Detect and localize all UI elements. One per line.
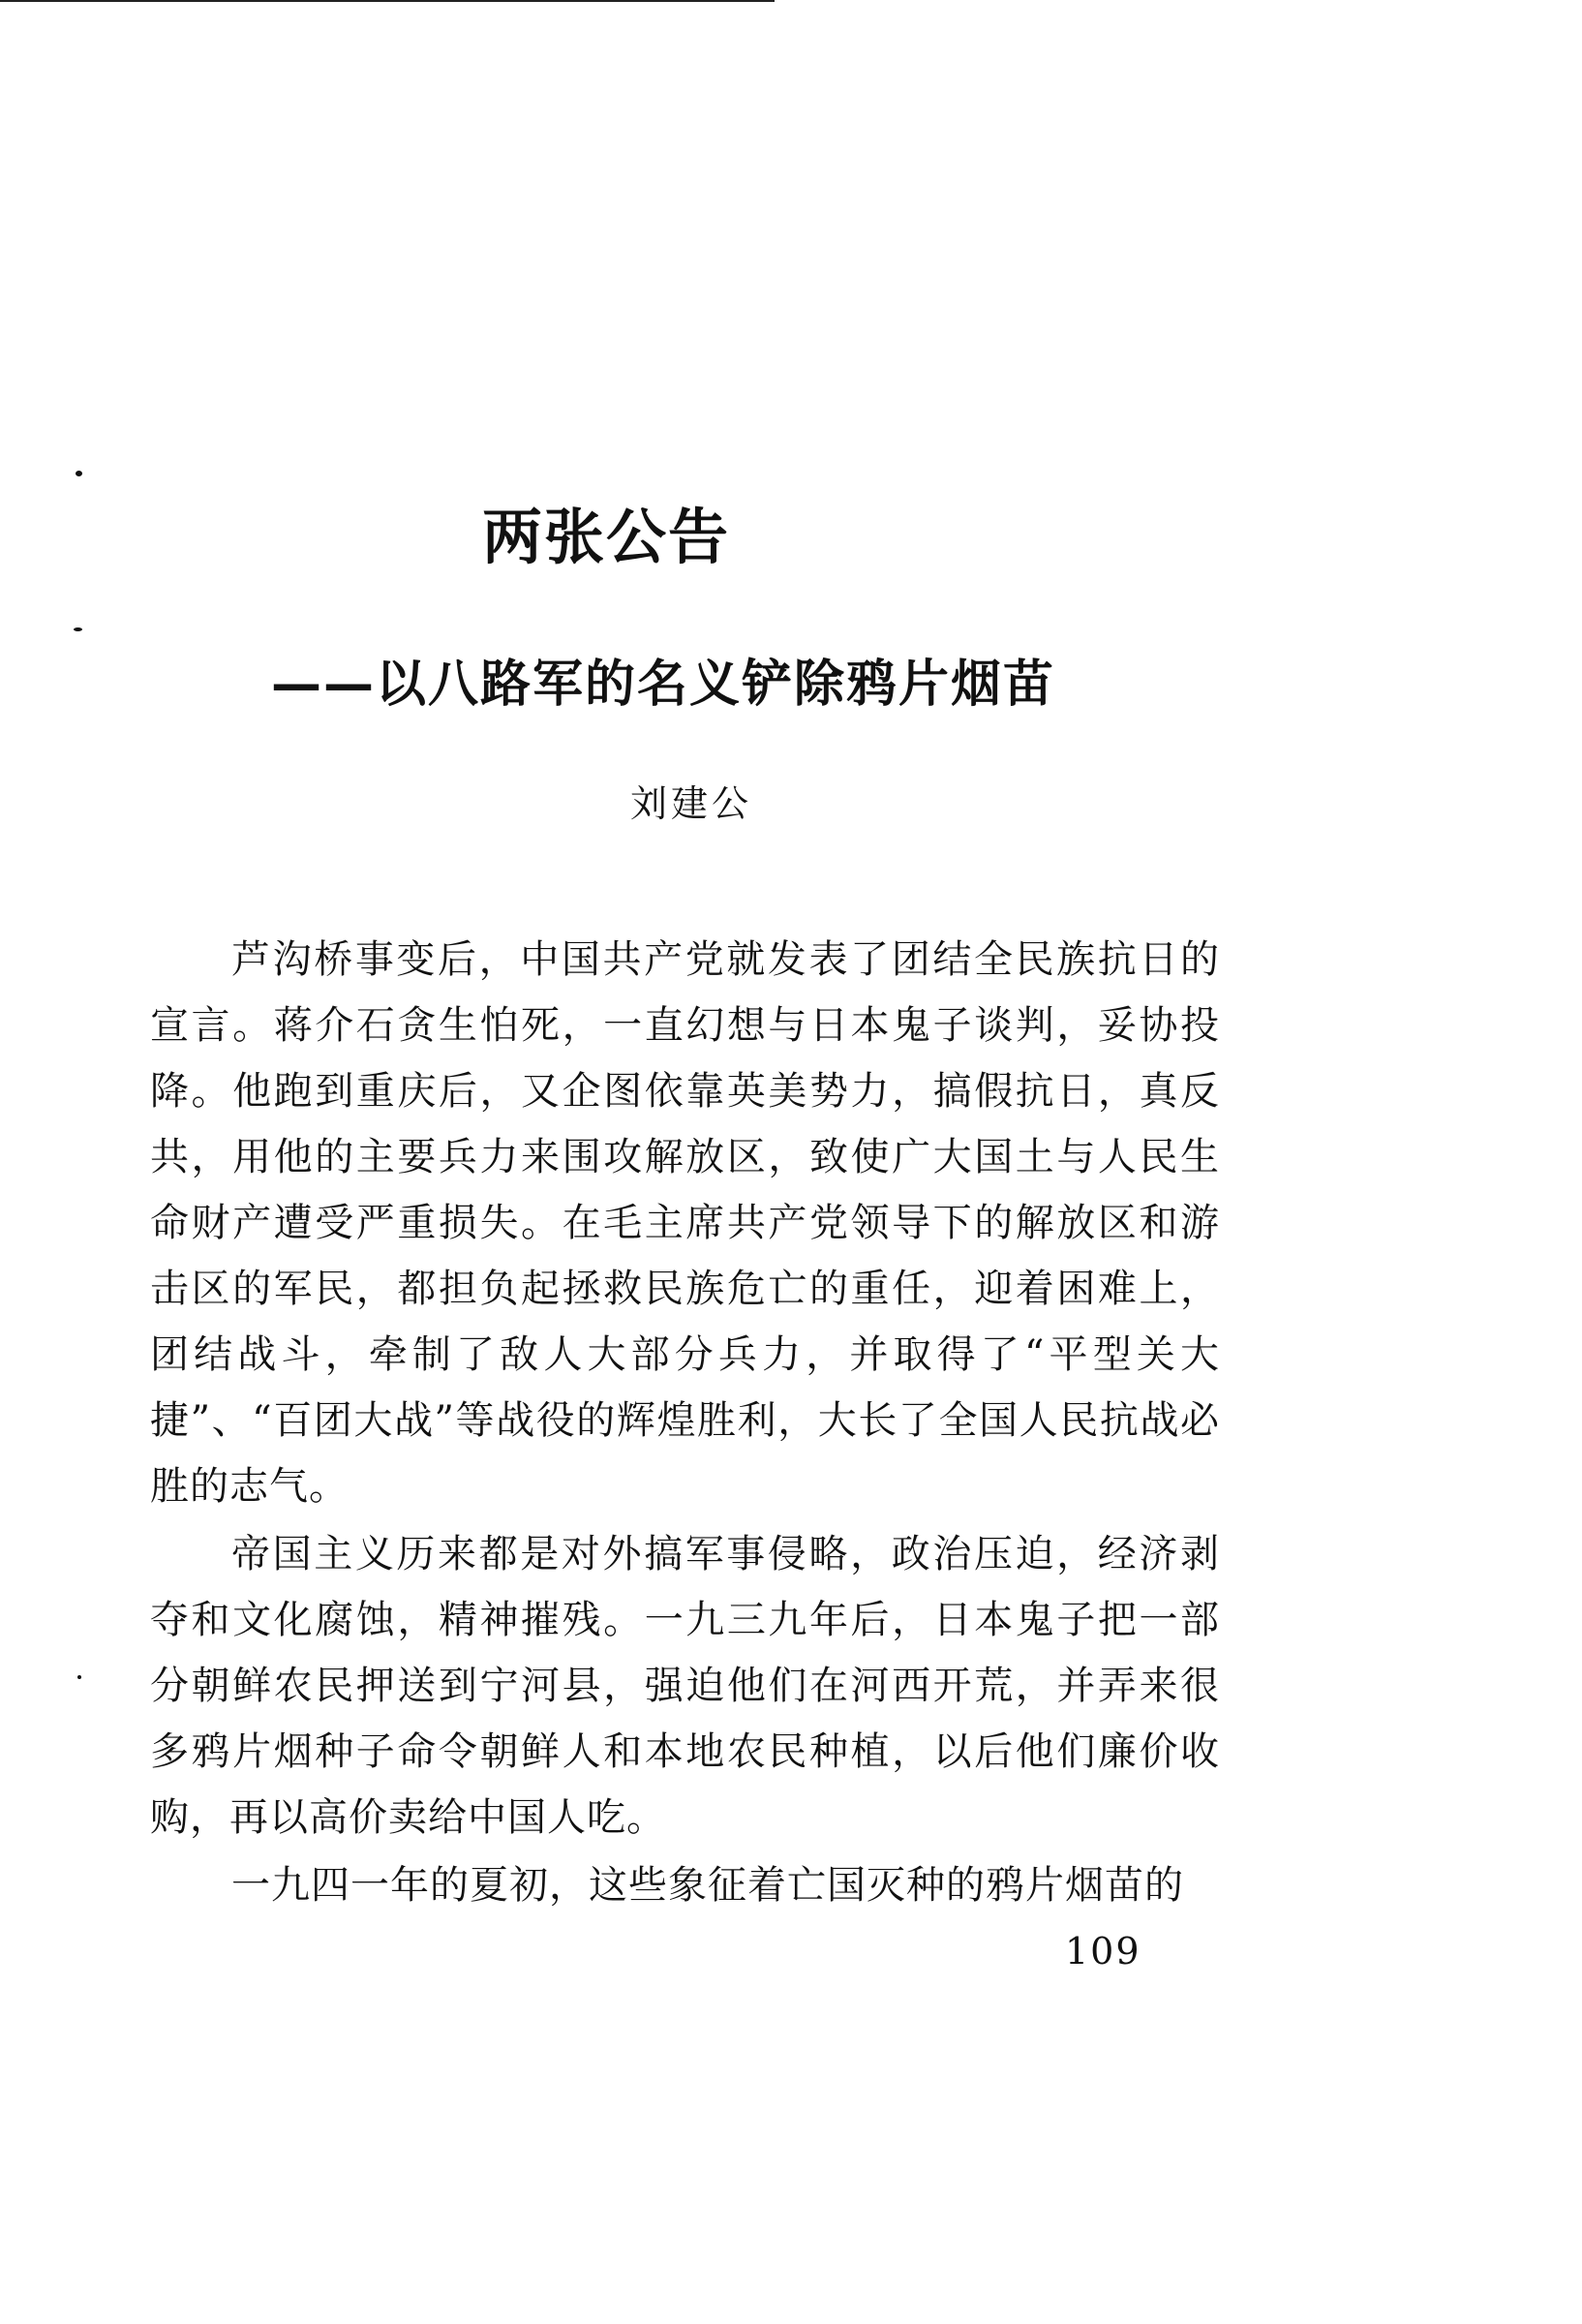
article-body [150, 927, 1220, 1920]
article-subtitle: ——以八路军的名义铲除鸦片烟苗 [271, 656, 1056, 714]
page-number: 109 [1065, 1930, 1141, 1972]
scan-top-edge [0, 0, 775, 2]
body-paragraph: 芦沟桥事变后，中国共产党就发表了团结全民族抗日的宣言。蒋介石贪生怕死，一直幻想与日本鬼子谈判，妥协投降。他跑到重庆后，又企图依靠英美势力，搞假抗日，真反共，用他的主要兵力来围攻解放区，致使广大国土与人民生命财产遭受严重损失。在毛主席共产党领导下的解放区和游击区的军民，都担负起拯救民族危亡的重任，迎着困难上，团结战斗，牵制了敌人大部分兵力，并取得了“平型关大捷”、“百团大战”等战役的辉煌胜利，大长了全国人民抗战必胜的志气。 [150, 937, 1220, 1509]
scan-speck [77, 1675, 81, 1679]
scan-speck [74, 627, 82, 631]
article-title: 两张公告 [481, 502, 730, 572]
scan-speck [76, 471, 82, 476]
body-paragraph: 一九四一年的夏初，这些象征着亡国灭种的鸦片烟苗的 [231, 1863, 1184, 1908]
body-paragraph: 帝国主义历来都是对外搞军事侵略，政治压迫，经济剥夺和文化腐蚀，精神摧残。一九三九年后，日本鬼子把一部分朝鲜农民押送到宁河县，强迫他们在河西开荒，并弄来很多鸦片烟种子命令朝鲜人和本地农民种植，以后他们廉价收购，再以高价卖给中国人吃。 [150, 1532, 1220, 1840]
article-author: 刘建公 [629, 782, 752, 825]
